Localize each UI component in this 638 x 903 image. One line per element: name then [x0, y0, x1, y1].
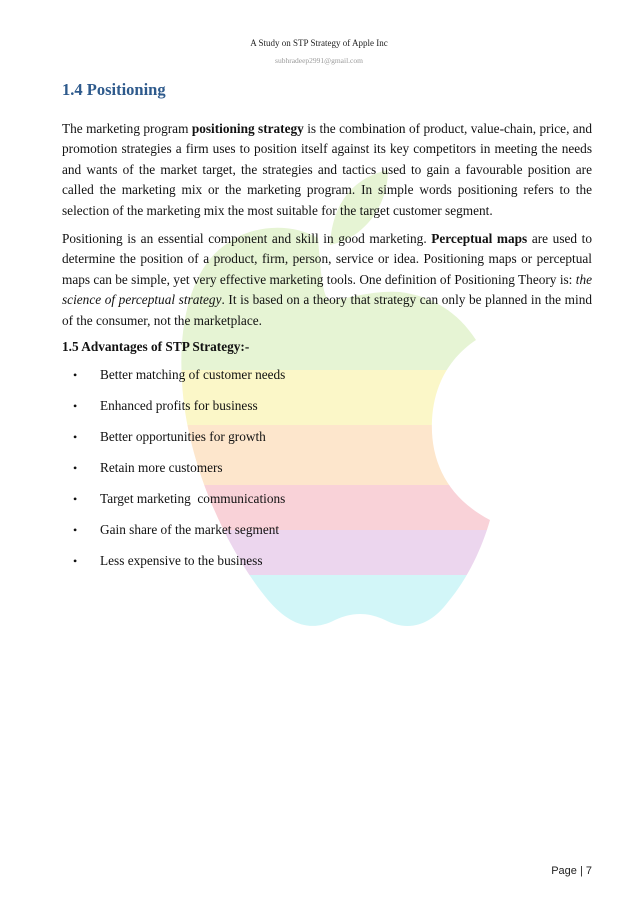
list-item-text: Retain more customers [100, 460, 223, 476]
bullet-icon: • [73, 399, 78, 414]
list-item-text: Gain share of the market segment [100, 522, 280, 538]
bullet-icon: • [73, 523, 78, 538]
paragraph-positioning-2 [62, 229, 592, 331]
list-item-text: Target marketing communications [100, 491, 286, 507]
advantages-list [62, 365, 592, 582]
list-item-text: Less expensive to the business [100, 553, 263, 569]
list-item [62, 551, 592, 582]
list-item [62, 520, 592, 551]
page-number: Page | 7 [551, 865, 592, 877]
list-item-text: Better opportunities for growth [100, 429, 266, 445]
page-content [62, 80, 592, 582]
bullet-icon: • [73, 492, 78, 507]
text-run: The marketing program [62, 121, 192, 136]
bold-term-perceptual-maps: Perceptual maps [431, 231, 528, 247]
bold-term-positioning-strategy: positioning strategy [191, 121, 304, 136]
section-heading-advantages: 1.5 Advantages of STP Strategy:- [62, 339, 250, 355]
page-header-email: subhradeep2991@gmail.com [275, 56, 363, 65]
list-item-text: Enhanced profits for business [100, 398, 258, 414]
bullet-icon: • [73, 554, 78, 569]
paragraph-positioning-1 [62, 119, 592, 221]
list-item [62, 365, 592, 396]
list-item [62, 489, 592, 520]
text-run: . It is based on a theory that strategy can only be planned in the mind of the consumer, not the marketplace. [62, 292, 592, 328]
list-item [62, 427, 592, 458]
section-heading-positioning: 1.4 Positioning [62, 80, 166, 99]
bullet-icon: • [73, 430, 78, 445]
bullet-icon: • [73, 461, 78, 476]
bullet-icon: • [73, 368, 78, 383]
italic-definition: the science of perceptual strategy [62, 271, 592, 308]
text-run: is the combination of product, value-chain, price, and promotion strategies a firm uses to position itself against its key competitors in meeting the needs and wants of the market target, the strategies and tactics used to gain a favourable position are called the marketing mix or the marketing program. In simple words positioning refers to the selection of the marketing mix the most suitable for the target customer segment. [62, 121, 593, 218]
list-item [62, 396, 592, 427]
text-run: Positioning is an essential component and skill in good marketing. [62, 231, 432, 247]
list-item-text: Better matching of customer needs [100, 367, 286, 383]
list-item [62, 458, 592, 489]
page-header-title: A Study on STP Strategy of Apple Inc [250, 38, 388, 48]
text-run: are used to determine the position of a product, firm, person, service or idea. Positioning maps or perceptual maps can be simple, yet very effective marketing tools. One definition of Positioning Theory is: [62, 231, 592, 287]
